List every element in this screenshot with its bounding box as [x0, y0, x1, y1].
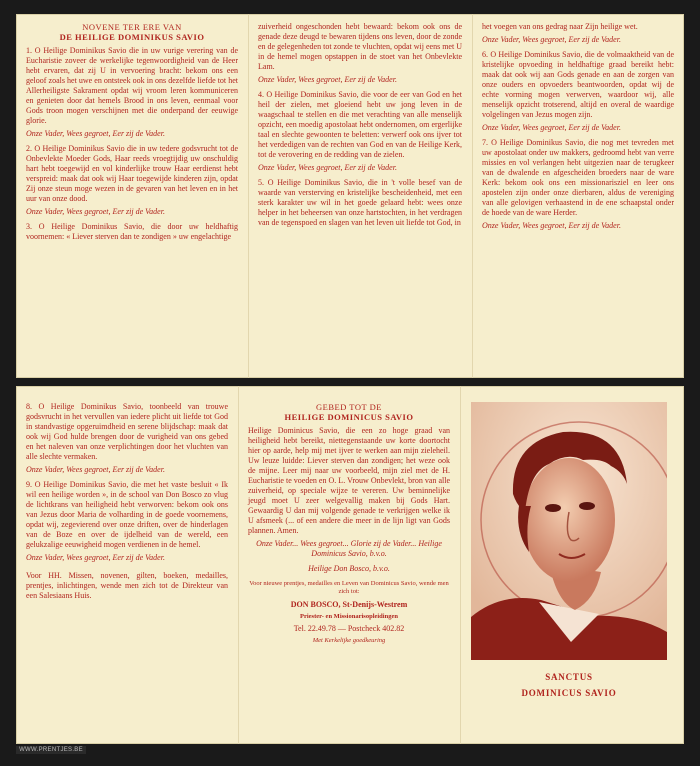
heading-line-2: DE HEILIGE DOMINIKUS SAVIO — [59, 32, 205, 42]
closing-prayer: Onze Vader, Wees gegroet, Eer zij de Vader. — [482, 35, 621, 44]
face — [523, 458, 615, 582]
prayer-closing-1: Onze Vader... Wees gegroet... Glorie zij de Vader... Heilige Dominicus Savio, b.v.o. — [256, 539, 442, 558]
masses-info: Voor HH. Missen, novenen, gilten, boeken, medailles, prentjes, inlichtingen, wende men zich tot de Direkteur van een Salesiaans Huis. — [26, 571, 228, 600]
novene-paragraph-6: 6. O Heilige Dominikus Savio, die de volmaaktheid van de kristelijke opvoeding in heldhaftige graad bereikt hebt: maak dat ook wij aan Gods genade en aan de zorgen van onze ouders en opvoeders beantwoorden, opdat wij de echte vorming mogen verwerven, waardoor wij, alle menselijk opzicht trotserend, altijd en overal de waardige volgelingen van Jezus mogen zijn. — [482, 50, 674, 119]
fold-line — [460, 386, 461, 744]
novene-paragraph-9: 9. O Heilige Dominikus Savio, die met het vaste besluit « Ik wil een heilige worden », in de school van Don Bosco zo vlug de lichtkrans van heiligheid hebt verworven: bekom ook ons van Jezus door Maria de volharding in de goede voornemens, opdat wij, zegevierend over onze driften, over de hinderlagen van de Boze en over de ijdelheid van de wereld, een gelukzalige eeuwigheid mogen verdienen in de hemel. — [26, 480, 228, 549]
small-note: Voor nieuwe prentjes, medailles en Leven van Dominicus Savio, wende men zich tot: — [249, 580, 449, 595]
novene-heading — [26, 22, 238, 42]
bottom-column-2 — [238, 402, 460, 738]
novene-paragraph-7: 7. O Heilige Dominikus Savio, die nog met tevreden met uw apostolaat onder uw makkers, gedroomd hebt van verre missies en vol verlangen hebt uitgezien naar de terugkeer van de dwalende en afgescheiden broeders naar de ware Kerk: bekom ook ons een missionarisziel en leer ons apostelen zijn onder onze dierbaren, aldus de vereniging van alle gelovigen verhaastend in de ene schaapstal onder de hoede van de ware Herder. — [482, 138, 674, 217]
top-column-2 — [248, 22, 472, 372]
closing-prayer: Onze Vader, Wees gegroet, Eer zij de Vader. — [26, 553, 165, 562]
closing-prayer: Onze Vader, Wees gegroet, Eer zij de Vader. — [482, 221, 621, 230]
bottom-column-1 — [16, 402, 238, 738]
top-leaflet — [16, 14, 684, 378]
portrait-illustration — [471, 402, 667, 660]
prayer-heading-line-2: HEILIGE DOMINICUS SAVIO — [284, 412, 414, 422]
publisher-sub: Priester- en Missionarisopleidingen — [300, 613, 398, 620]
closing-prayer: Onze Vader, Wees gegroet, Eer zij de Vader. — [26, 465, 165, 474]
closing-prayer: Onze Vader, Wees gegroet, Eer zij de Vader. — [26, 207, 165, 216]
novene-paragraph-3: 3. O Heilige Dominikus Savio, die door uw heldhaftig voornemen: « Liever sterven dan te zondigen » uw engelachtige — [26, 222, 238, 241]
novene-paragraph-5-cont: het voegen van ons gedrag naar Zijn heilige wet. — [482, 22, 638, 31]
saint-portrait — [471, 402, 667, 660]
watermark-label: WWW.PRENTJES.BE — [16, 746, 86, 754]
novene-paragraph-2: 2. O Heilige Dominikus Savio die in uw tedere godsvrucht tot de Onbevlekte Moeder Gods, Haar reeds vroegtijdig uw onschuldig hart hebt toegewijd en vol kinderlijke trouw Haar eerdienst hebt verspreid: maak dat ook wij Haar toegewijde kinderen zijn, opdat Zij onze steun moge wezen in de gevaren van het leven en in het uur van onze dood. — [26, 144, 238, 203]
top-column-1 — [16, 22, 248, 372]
novene-paragraph-3-cont: zuiverheid ongeschonden hebt bewaard: bekom ook ons de genade deze deugd te bewaren tijdens ons leven, door de zonde en de gelegenheden tot zonde te vluchten, opdat wij eens met U in de hemel mogen opstappen in de stoet van het Onbevlekte Lam. — [258, 22, 462, 71]
top-column-3 — [472, 22, 684, 372]
closing-prayer: Onze Vader, Wees gegroet, Eer zij de Vader. — [26, 129, 165, 138]
prayer-heading-line-1: GEBED TOT DE — [316, 402, 382, 412]
approval-note: Met Kerkelijke goedkeuring — [312, 637, 386, 644]
prayer-heading — [248, 402, 450, 422]
novene-paragraph-4: 4. O Heilige Dominikus Savio, die voor de eer van God en het heil der zielen, met gloeiend hebt uw jong leven in de waagschaal te stellen en die met verachting van alle menselijk opzicht, een moedig apostolaat hebt ondernomen, om ergerlijke taal en slechte gewoonten te beletten: verwerf ook ons ijver tot het verdedigen van de rechten van God en van de Heilige Kerk, tot de verovering en de redding van de zielen. — [258, 90, 462, 159]
right-eye — [579, 502, 595, 510]
novene-paragraph-8: 8. O Heilige Dominikus Savio, toonbeeld van trouwe godsvrucht in het vervullen van iedere plicht uit liefde tot God in standvastige opgeruimdheid en serene blijdschap: maak dat ook wij God hulde brengen door de vurigheid van ons gebed en het naleven van onze verplichtingen door het vluchten van alle slechte vermaken. — [26, 402, 228, 461]
publisher-name: DON BOSCO, St-Denijs-Westrem — [290, 600, 408, 609]
publisher-contact: Tel. 22.49.78 — Postcheck 402.82 — [293, 624, 405, 633]
bottom-leaflet — [16, 386, 684, 744]
novene-paragraph-5: 5. O Heilige Dominikus Savio, die in 't volle besef van de waarde van versterving en kristelijke bescheidenheid, met een sterk karakter uw wil in het goede gelaard hebt: wees onze helper in het beheersen van onze hartstochten, in het verdragen van de tegenspoed en slagen van het leven uit liefde tot God, in — [258, 178, 462, 227]
closing-prayer: Onze Vader, Wees gegroet, Eer zij de Vader. — [482, 123, 621, 132]
caption-line-2: DOMINICUS SAVIO — [521, 688, 617, 698]
left-eye — [545, 504, 561, 512]
caption-line-1: SANCTUS — [545, 672, 593, 682]
prayer-closing-2: Heilige Don Bosco, b.v.o. — [308, 564, 390, 573]
prayer-text: Heilige Dominicus Savio, die een zo hoge graad van heiligheid hebt bereikt, niettegenstaande uw korte doortocht hier op aarde, help mij met ijver te werken aan mijn zieleheil. Uw leuze luidde: Liever sterven dan zondigen; het weze ook de mijne. Leer mij naar uw voorbeeld, mijn ziel met de H. Eucharistie te voeden en O. L. Vrouw Onbevlekt, bron van alle zuiverheid, op speciale wijze te vereren. Uw beminnelijke jeugd moet U zeer welgevallig maken bij Gods Hart. Gewaardig U dan mij volgende genade te verkrijgen welke ik U afsmeek (... of een andere die meer in de lijn ligt van Gods plannen. Amen. — [248, 426, 450, 535]
closing-prayer: Onze Vader, Wees gegroet, Eer zij de Vader. — [258, 75, 397, 84]
closing-prayer: Onze Vader, Wees gegroet, Eer zij de Vader. — [258, 163, 397, 172]
novene-paragraph-1: 1. O Heilige Dominikus Savio die in uw vurige verering van de Eucharistie zoveer de werkelijke tegenwoordigheid van de Heer hebt ervaren, dat zij U in vervoering bracht: bekom ons een geloof zoals het uwe en ontsteek ook in ons dezelfde liefde tot het Allerheiligste Sakrament opdat wij vroom leren kommuniceren en genieten door dat hemels Brood in ons leven, eenmaal voor Gods troon mogen verschijnen met die onderpand der eeuwige glorie. — [26, 46, 238, 125]
heading-line-1: NOVENE TER ERE VAN — [82, 22, 182, 32]
